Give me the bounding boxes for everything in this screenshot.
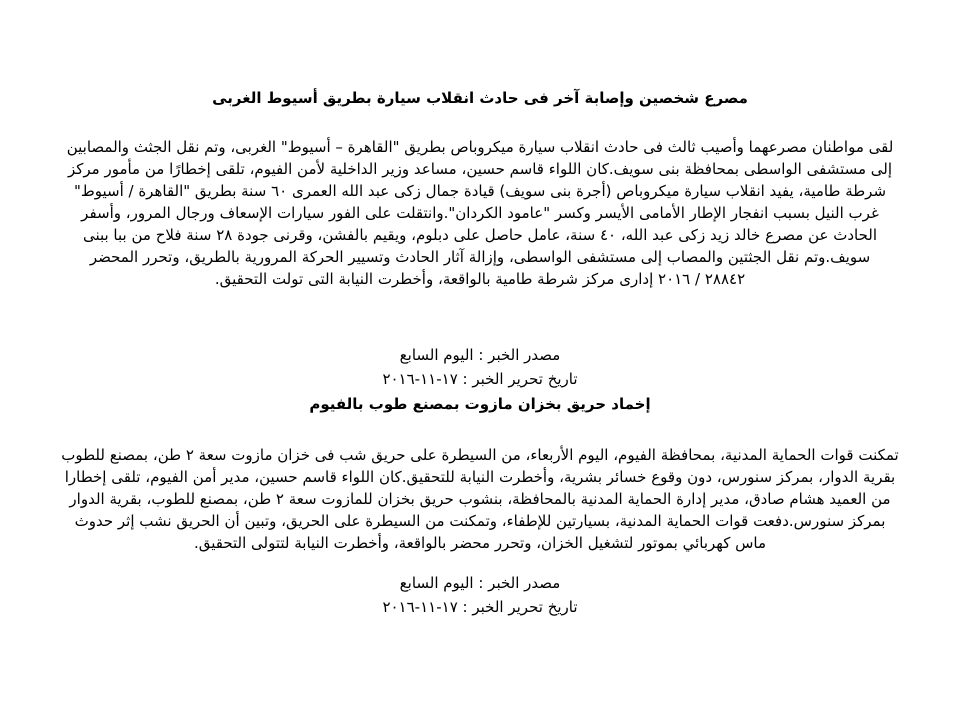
article-2-line: بقرية الدوار، بمركز سنورس، دون وقوع خسائر بشرية، وأخطرت النيابة للتحقيق.كان اللواء قاسم حسين، مدير أمن الفيوم، تلقى إخطارا <box>64 468 896 486</box>
document-page <box>14 0 946 720</box>
article-2-line: من العميد هشام صادق، مدير إدارة الحماية المدنية بالمحافظة، بنشوب حريق بخزان للمازوت سعة ٢ طن، بمصنع للطوب، بقرية الدوار <box>69 490 891 508</box>
article-2-body <box>14 444 946 554</box>
article-1-title: مصرع شخصين وإصابة آخر فى حادث انقلاب سيارة بطريق أسيوط الغربى <box>212 89 748 107</box>
article-1-line: إلى مستشفى الواسطى بمحافظة بنى سويف.كان اللواء قاسم حسين، مساعد وزير الداخلية لأمن الفيوم، تلقى إخطارًا من مأمور مركز <box>67 160 893 178</box>
article-1-line: الحادث عن مصرع خالد زيد زكى عبد الله، ٤٠ سنة، عامل حاصل على دبلوم، ويقيم بالفشن، وقرنى جودة ٢٨ سنة فلاح من ببا ببنى <box>82 226 878 244</box>
article-1-date: تاريخ تحرير الخبر : ١٧-١١-٢٠١٦ <box>382 370 578 388</box>
article-1-line: لقى مواطنان مصرعهما وأصيب ثالث فى حادث انقلاب سيارة ميكروباص بطريق "القاهرة – أسيوط" الغربى، وتم نقل الجثث والمصابين <box>66 138 894 156</box>
article-2-line: بمركز سنورس.دفعت قوات الحماية المدنية، بسيارتين للإطفاء، وتمكنت من السيطرة على الحريق، وتبين أن الحريق نشب إثر حدوث <box>74 512 886 530</box>
article-2-source: مصدر الخبر : اليوم السابع <box>399 574 561 592</box>
article-2-line: تمكنت قوات الحماية المدنية، بمحافظة الفيوم، اليوم الأربعاء، من السيطرة على حريق شب فى خزان مازوت سعة ٢ طن، بمصنع للطوب <box>61 446 899 464</box>
article-1-body <box>14 136 946 290</box>
article-1-source: مصدر الخبر : اليوم السابع <box>399 346 561 364</box>
article-1-line: شرطة طامية، يفيد انقلاب سيارة ميكروباص (أجرة بنى سويف) قيادة جمال زكى عبد الله العمرى ٦٠ سنة بطريق "القاهرة / أسيوط" <box>73 182 887 200</box>
article-2-title: إخماد حريق بخزان مازوت بمصنع طوب بالفيوم <box>309 395 651 413</box>
article-1-line: سويف.وتم نقل الجثتين والمصاب إلى مستشفى الواسطى، وإزالة آثار الحادث وتسيير الحركة المرورية بالطريق، وتحرر المحضر <box>89 248 871 266</box>
article-2-date: تاريخ تحرير الخبر : ١٧-١١-٢٠١٦ <box>382 598 578 616</box>
article-2-line: ماس كهربائي بموتور لتشغيل الخزان، وتحرر محضر بالواقعة، وأخطرت النيابة لتتولى التحقيق. <box>193 534 767 552</box>
article-1-line: غرب النيل بسبب انفجار الإطار الأمامى الأيسر وكسر "عامود الكردان".وانتقلت على الفور سيارات الإسعاف ورجال المرور، وأسفر <box>81 204 879 222</box>
article-1-line: ٢٨٨٤٢ / ٢٠١٦ إدارى مركز شرطة طامية بالواقعة، وأخطرت النيابة التى تولت التحقيق. <box>214 270 746 288</box>
